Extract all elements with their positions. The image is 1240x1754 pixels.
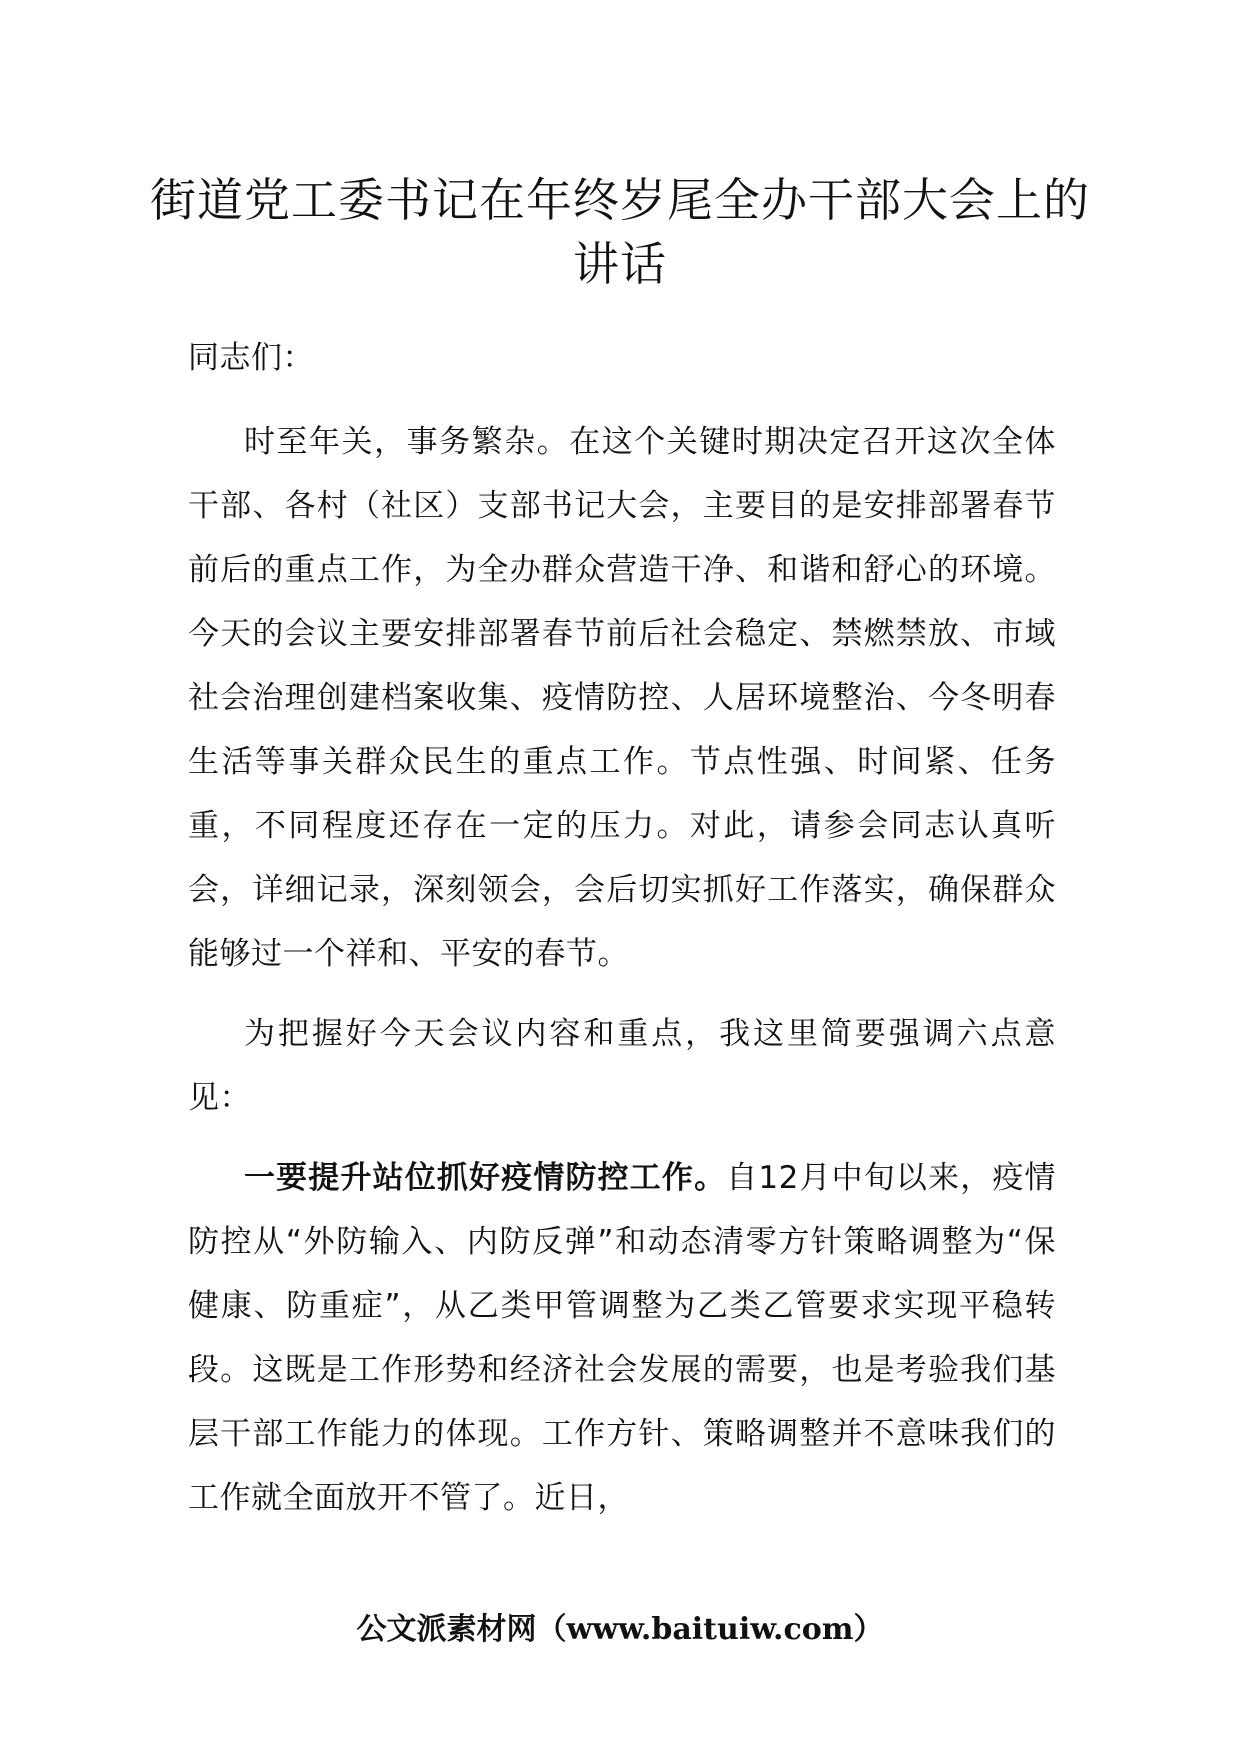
section-paragraph: [188, 1146, 1056, 1530]
body-paragraph: 为把握好今天会议内容和重点，我这里简要强调六点意见：: [188, 1016, 1056, 1116]
section-heading: 一要提升站位抓好疫情防控工作。: [244, 1160, 727, 1196]
footer-watermark: 公文派素材网（www.baituiw.com）: [356, 1612, 884, 1647]
body-paragraph: 时至年关，事务繁杂。在这个关键时期决定召开这次全体干部、各村（社区）支部书记大会，主要目的是安排部署春节前后的重点工作，为全办群众营造干净、和谐和舒心的环境。今天的会议主要安排部署春节前后社会稳定、禁燃禁放、市域社会治理创建档案收集、疫情防控、人居环境整治、今冬明春生活等事关群众民生的重点工作。节点性强、时间紧、任务重，不同程度还存在一定的压力。对此，请参会同志认真听会，详细记录，深刻领会，会后切实抓好工作落实，确保群众能够过一个祥和、平安的春节。: [188, 424, 1056, 972]
salutation: 同志们：: [188, 340, 314, 376]
document-body: [188, 326, 1056, 1546]
section-text: 自12月中旬以来，疫情防控从“外防输入、内防反弹”和动态清零方针策略调整为“保健康、防重症”，从乙类甲管调整为乙类乙管要求实现平稳转段。这既是工作形势和经济社会发展的需要，也是考验我们基层干部工作能力的体现。工作方针、策略调整并不意味我们的工作就全面放开不管了。近日，: [188, 1160, 1056, 1516]
document-title: 街道党工委书记在年终岁尾全办干部大会上的讲话: [150, 173, 1090, 291]
